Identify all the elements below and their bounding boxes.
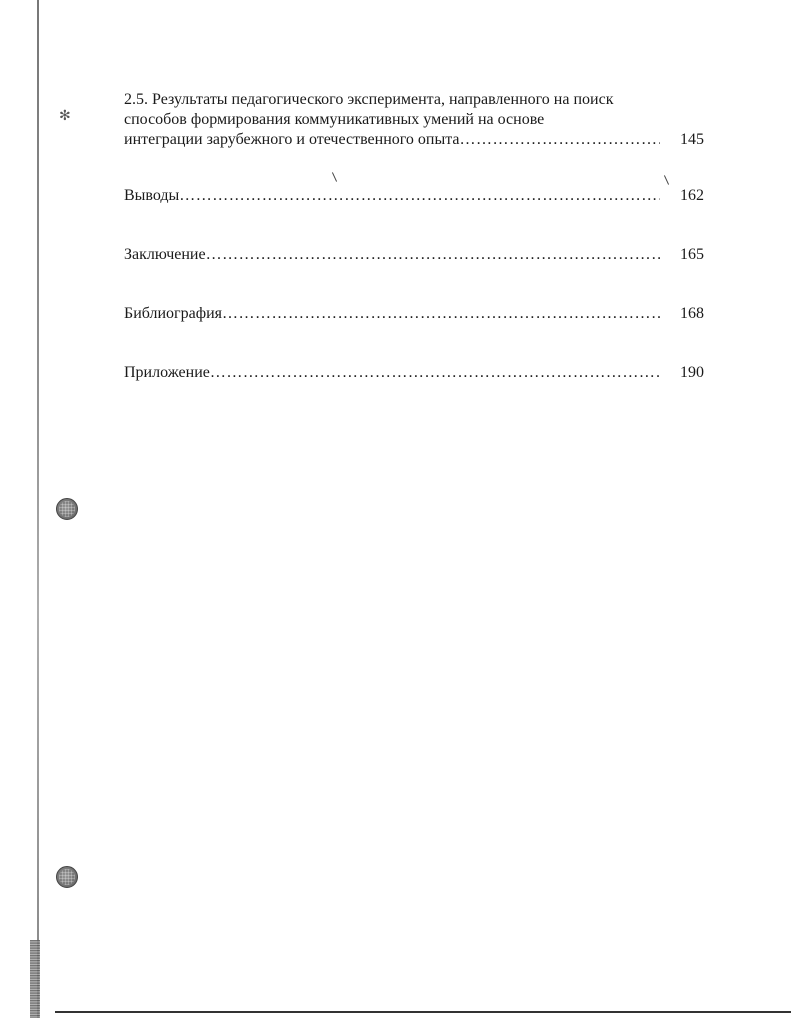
scan-edge-line bbox=[37, 0, 39, 1018]
toc-line bbox=[124, 304, 704, 324]
toc-leader-dots bbox=[210, 363, 660, 383]
toc-entry-appendix[interactable] bbox=[124, 363, 704, 383]
toc-entry-title: Заключение bbox=[124, 246, 206, 263]
toc-line bbox=[124, 245, 704, 265]
toc-leader-dots bbox=[206, 245, 660, 265]
toc-page-number: 145 bbox=[680, 131, 704, 148]
scan-speck bbox=[332, 172, 337, 181]
scan-edge-noise bbox=[30, 940, 40, 1018]
toc-line bbox=[124, 363, 704, 383]
toc-page-number: 162 bbox=[680, 187, 704, 204]
toc-page-number: 165 bbox=[680, 246, 704, 263]
toc-entry-text-line: способов формирования коммуникативных умений на основе bbox=[124, 111, 545, 128]
toc-entry-bibliography[interactable] bbox=[124, 304, 704, 324]
toc-page-number: 168 bbox=[680, 305, 704, 322]
toc-leader-dots bbox=[179, 186, 660, 206]
toc-leader-dots bbox=[460, 130, 660, 150]
toc-entry-final-conclusion[interactable] bbox=[124, 245, 704, 265]
punch-hole-icon bbox=[56, 498, 78, 520]
toc-entry-last-line bbox=[124, 130, 704, 150]
toc-line bbox=[124, 186, 704, 206]
toc-entry-title: Приложение bbox=[124, 364, 210, 381]
punch-hole-icon bbox=[56, 866, 78, 888]
toc-entry-text: интеграции зарубежного и отечественного опыта bbox=[124, 131, 460, 148]
toc-entry-title: Выводы bbox=[124, 187, 180, 204]
toc-entry-title: Библиография bbox=[124, 305, 222, 322]
toc-entry-text-line: 2.5. Результаты педагогического эксперимента, направленного на поиск bbox=[124, 91, 614, 108]
scan-bottom-rule bbox=[55, 1011, 791, 1013]
toc-entry-2-5[interactable] bbox=[124, 90, 704, 150]
scan-smudge-icon: ✻ bbox=[59, 108, 71, 124]
toc-leader-dots bbox=[222, 304, 660, 324]
toc-entry-conclusions[interactable] bbox=[124, 186, 704, 206]
scan-speck bbox=[664, 175, 669, 184]
toc-page-number: 190 bbox=[680, 364, 704, 381]
